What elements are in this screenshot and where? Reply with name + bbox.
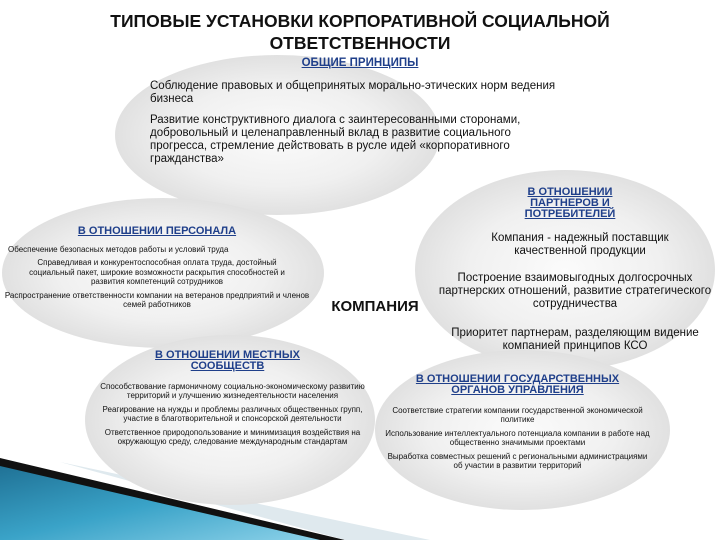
partners-item: Приоритет партнерам, разделяющим видение компанией принципов КСО [451, 327, 699, 352]
general-item: Развитие конструктивного диалога с заинтересованными сторонами, добровольный и целенаправленный вклад в развитие социального прогресса, стремление действовать в русле идей «корпоративного гражданства» [150, 114, 521, 165]
government-item: Соответствие стратегии компании государственной экономической политике [392, 406, 643, 425]
center-label: КОМПАНИЯ [331, 298, 419, 315]
general-heading: ОБЩИЕ ПРИНЦИПЫ [301, 57, 419, 69]
government-item: Использование интеллектуального потенциала компании в работе над общественно значимыми проектами [385, 428, 650, 448]
partners-item: Компания - надежный поставщик качественной продукции [491, 232, 669, 257]
personnel-heading: В ОТНОШЕНИИ ПЕРСОНАЛА [77, 225, 237, 237]
personnel-item: Распространение ответственности компании на ветеранов предприятий и членов семей работников [4, 290, 310, 310]
personnel-item: Справедливая и конкурентоспособная оплата труда, достойный социальный пакет, широкие возможности раскрытия способностей и развития компетенций сотрудников [29, 258, 285, 287]
communities-item: Способствование гармоничному социально-экономическому развитию территорий и улучшению жизнедеятельности населения [100, 382, 365, 401]
partners-item: Построение взаимовыгодных долгосрочных партнерских отношений, развитие стратегического сотрудничества [438, 272, 712, 310]
general-item: Соблюдение правовых и общепринятых морально-этических норм ведения бизнеса [150, 80, 556, 105]
page-title: ТИПОВЫЕ УСТАНОВКИ КОРПОРАТИВНОЙ СОЦИАЛЬНОЙ ОТВЕТСТВЕННОСТИ [110, 11, 610, 53]
personnel-item: Обеспечение безопасных методов работы и условий труда [8, 245, 229, 254]
partners-heading: В ОТНОШЕНИИ ПАРТНЕРОВ И ПОТРЕБИТЕЛЕЙ [524, 186, 616, 220]
government-heading: В ОТНОШЕНИИ ГОСУДАРСТВЕННЫХ ОРГАНОВ УПРАВЛЕНИЯ [415, 373, 620, 396]
communities-item: Ответственное природопользование и минимизация воздействия на окружающую среду, следование международным стандартам [104, 427, 361, 447]
communities-item: Реагирование на нужды и проблемы различных общественных групп, участие в благотворительной и спонсорской деятельности [102, 404, 363, 424]
government-item: Выработка совместных решений с региональными администрациями об участии в развитии территорий [387, 451, 648, 471]
communities-heading: В ОТНОШЕНИИ МЕСТНЫХ СООБЩЕСТВ [155, 349, 300, 372]
